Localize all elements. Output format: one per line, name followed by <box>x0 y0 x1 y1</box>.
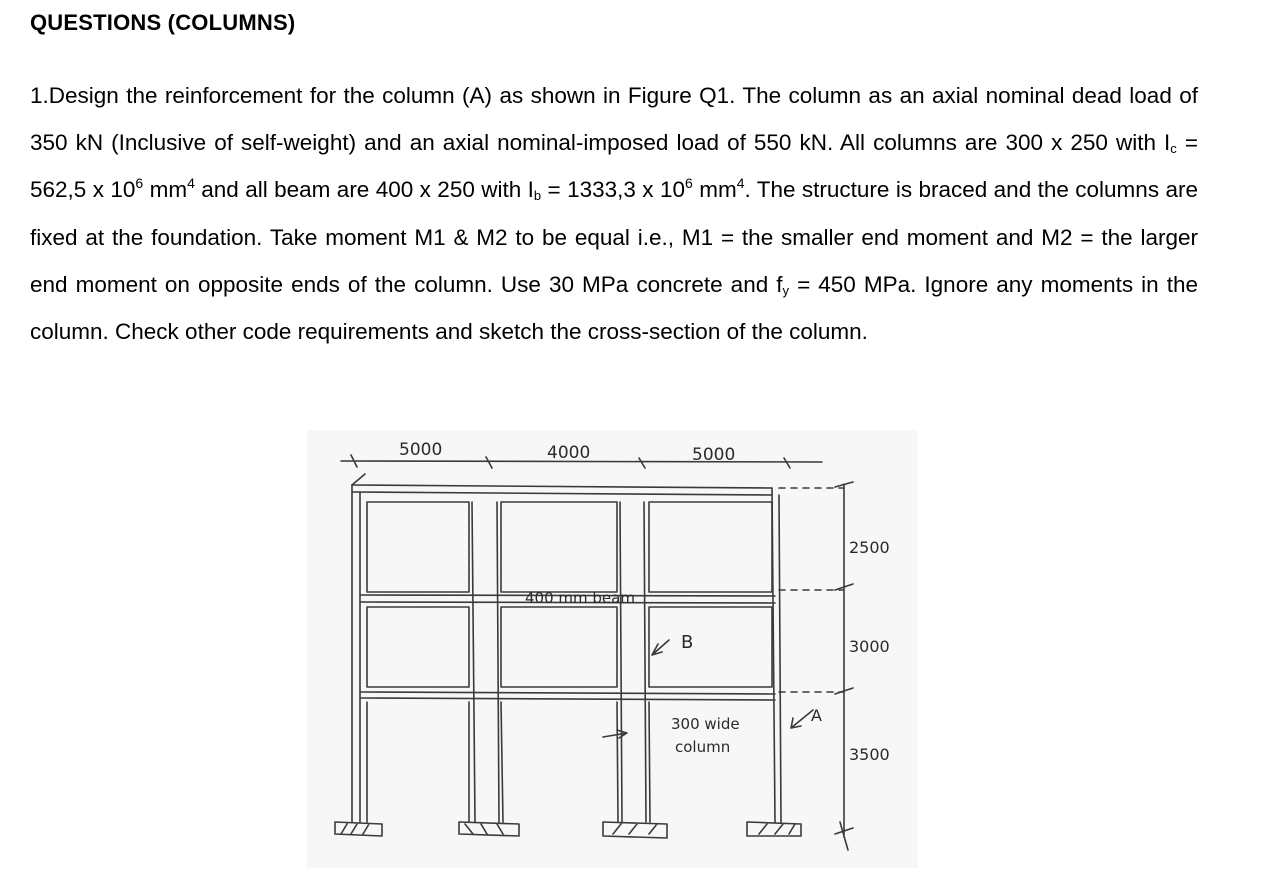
height-3-label: 3500 <box>849 745 890 764</box>
column-line-a <box>772 488 781 822</box>
frame-sketch-svg <box>307 430 918 868</box>
leader-b <box>652 640 669 655</box>
exponent: 6 <box>135 175 144 192</box>
column-note-line-2: column <box>675 738 731 756</box>
support-3 <box>603 822 667 838</box>
exponent: 4 <box>736 175 745 192</box>
question-text-part: = 562,5 x 10 <box>30 130 1198 203</box>
support-left <box>335 822 382 836</box>
column-line-interior <box>472 502 646 822</box>
support-2 <box>459 822 519 836</box>
span-3-label: 5000 <box>692 445 736 465</box>
question-text-part: and all beam are 400 x 250 with I <box>194 177 534 203</box>
question-text-part: 1.Design the reinforcement for the column (A) as shown in Figure Q1. The column as an axial nominal dead load of 350 kN (Inclusive of self-weight) and an axial nominal-imposed load of 550 kN. All columns are 300 x 250 with I <box>30 83 1198 156</box>
floor-2-beam <box>360 692 775 700</box>
beam-note: 400 mm beam <box>525 589 635 607</box>
figure-q1-frame-sketch <box>307 430 918 868</box>
question-text-part: mm <box>143 177 188 203</box>
support-a <box>747 822 801 836</box>
ic-subscript: c <box>1170 141 1177 157</box>
ib-subscript: b <box>533 188 542 204</box>
question-text-part: = 450 MPa. Ignore any moments in the column. Check other code requirements and sketch the cross-section of the column. <box>30 271 1198 345</box>
column-note-line-1: 300 wide <box>671 715 740 733</box>
question-text-part: mm <box>692 177 737 203</box>
height-2-label: 3000 <box>849 637 890 656</box>
span-1-label: 5000 <box>399 440 443 460</box>
label-a: A <box>811 706 822 725</box>
leader-a <box>791 710 813 728</box>
height-1-label: 2500 <box>849 538 890 557</box>
column-line-left <box>352 485 360 822</box>
ground-storey-lines <box>367 702 650 822</box>
exponent: 4 <box>187 175 195 192</box>
section-heading: QUESTIONS (COLUMNS) <box>30 10 296 35</box>
roof-corner <box>352 474 365 485</box>
roof-beam <box>352 485 772 495</box>
span-2-label: 4000 <box>547 443 591 463</box>
exponent: 6 <box>685 175 693 192</box>
panel-row-2 <box>367 607 772 687</box>
question-text-part: = 1333,3 x 10 <box>541 177 685 203</box>
question-1-text <box>30 72 1198 355</box>
fy-subscript: y <box>782 282 790 298</box>
label-b: B <box>681 632 694 653</box>
question-text-part: . The structure is braced and the columns are fixed at the foundation. Take moment M1 & M2 to be equal i.e., M1 = the smaller end moment and M2 = the larger end moment on opposite ends of the column. Use 30 MPa concrete and f <box>30 177 1198 297</box>
leader-column <box>603 730 627 738</box>
panel-row-1 <box>367 502 772 592</box>
